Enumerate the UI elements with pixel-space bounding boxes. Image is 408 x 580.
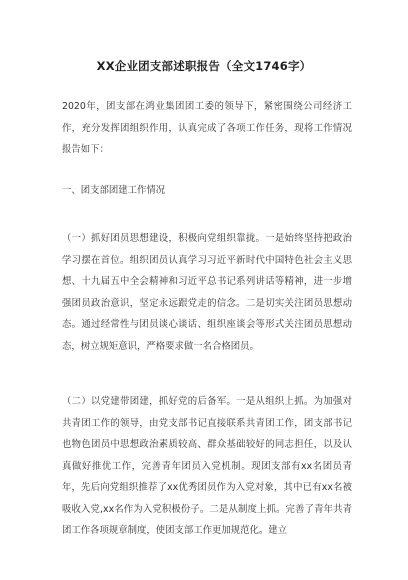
intro-paragraph: 2020年，团支部在鸿业集团团工委的领导下，紧密围绕公司经济工作，充分发挥团组织作用，认真完成了各项工作任务，现将工作情况报告如下： <box>62 101 352 155</box>
body-paragraph-1: （一）抓好团员思想建设，积极向党组织靠拢。一是始终坚持把政治学习摆在首位。组织团员认真学习习近平新时代中国特色社会主义思想、十九届五中全会精神和习近平总书记系列讲话等精神，进一步增强团员政治意识，坚定永远跟党走的信念。二是切实关注团员思想动态。通过经常性与团员谈心谈话、组织座谈会等形式关注团员思想动态，树立规矩意识，严格要求做一名合格团员。 <box>62 233 352 352</box>
document-title: XX企业团支部述职报告（全文1746字） <box>96 59 312 73</box>
section-heading: 一、团支部团建工作情况 <box>62 185 166 196</box>
body-paragraph-2: （二）以党建带团建，抓好党的后备军。一是从组织上抓。为加强对共青团工作的领导，由党支部书记直接联系共青团工作，团支部书记也物色团员中思想政治素质较高、群众基础较好的同志担任，以及认真做好推优工作，完善青年团员入党机制。现团支部有xx名团员青年，先后向党组织推荐了xx优秀团员作为入党对象，其中已有xx名被吸收入党,xx名作为入党积极份子。二是从制度上抓。完善了青年共青团工作各项规章制度，使团支部工作更加规范化。建立 <box>62 396 352 536</box>
